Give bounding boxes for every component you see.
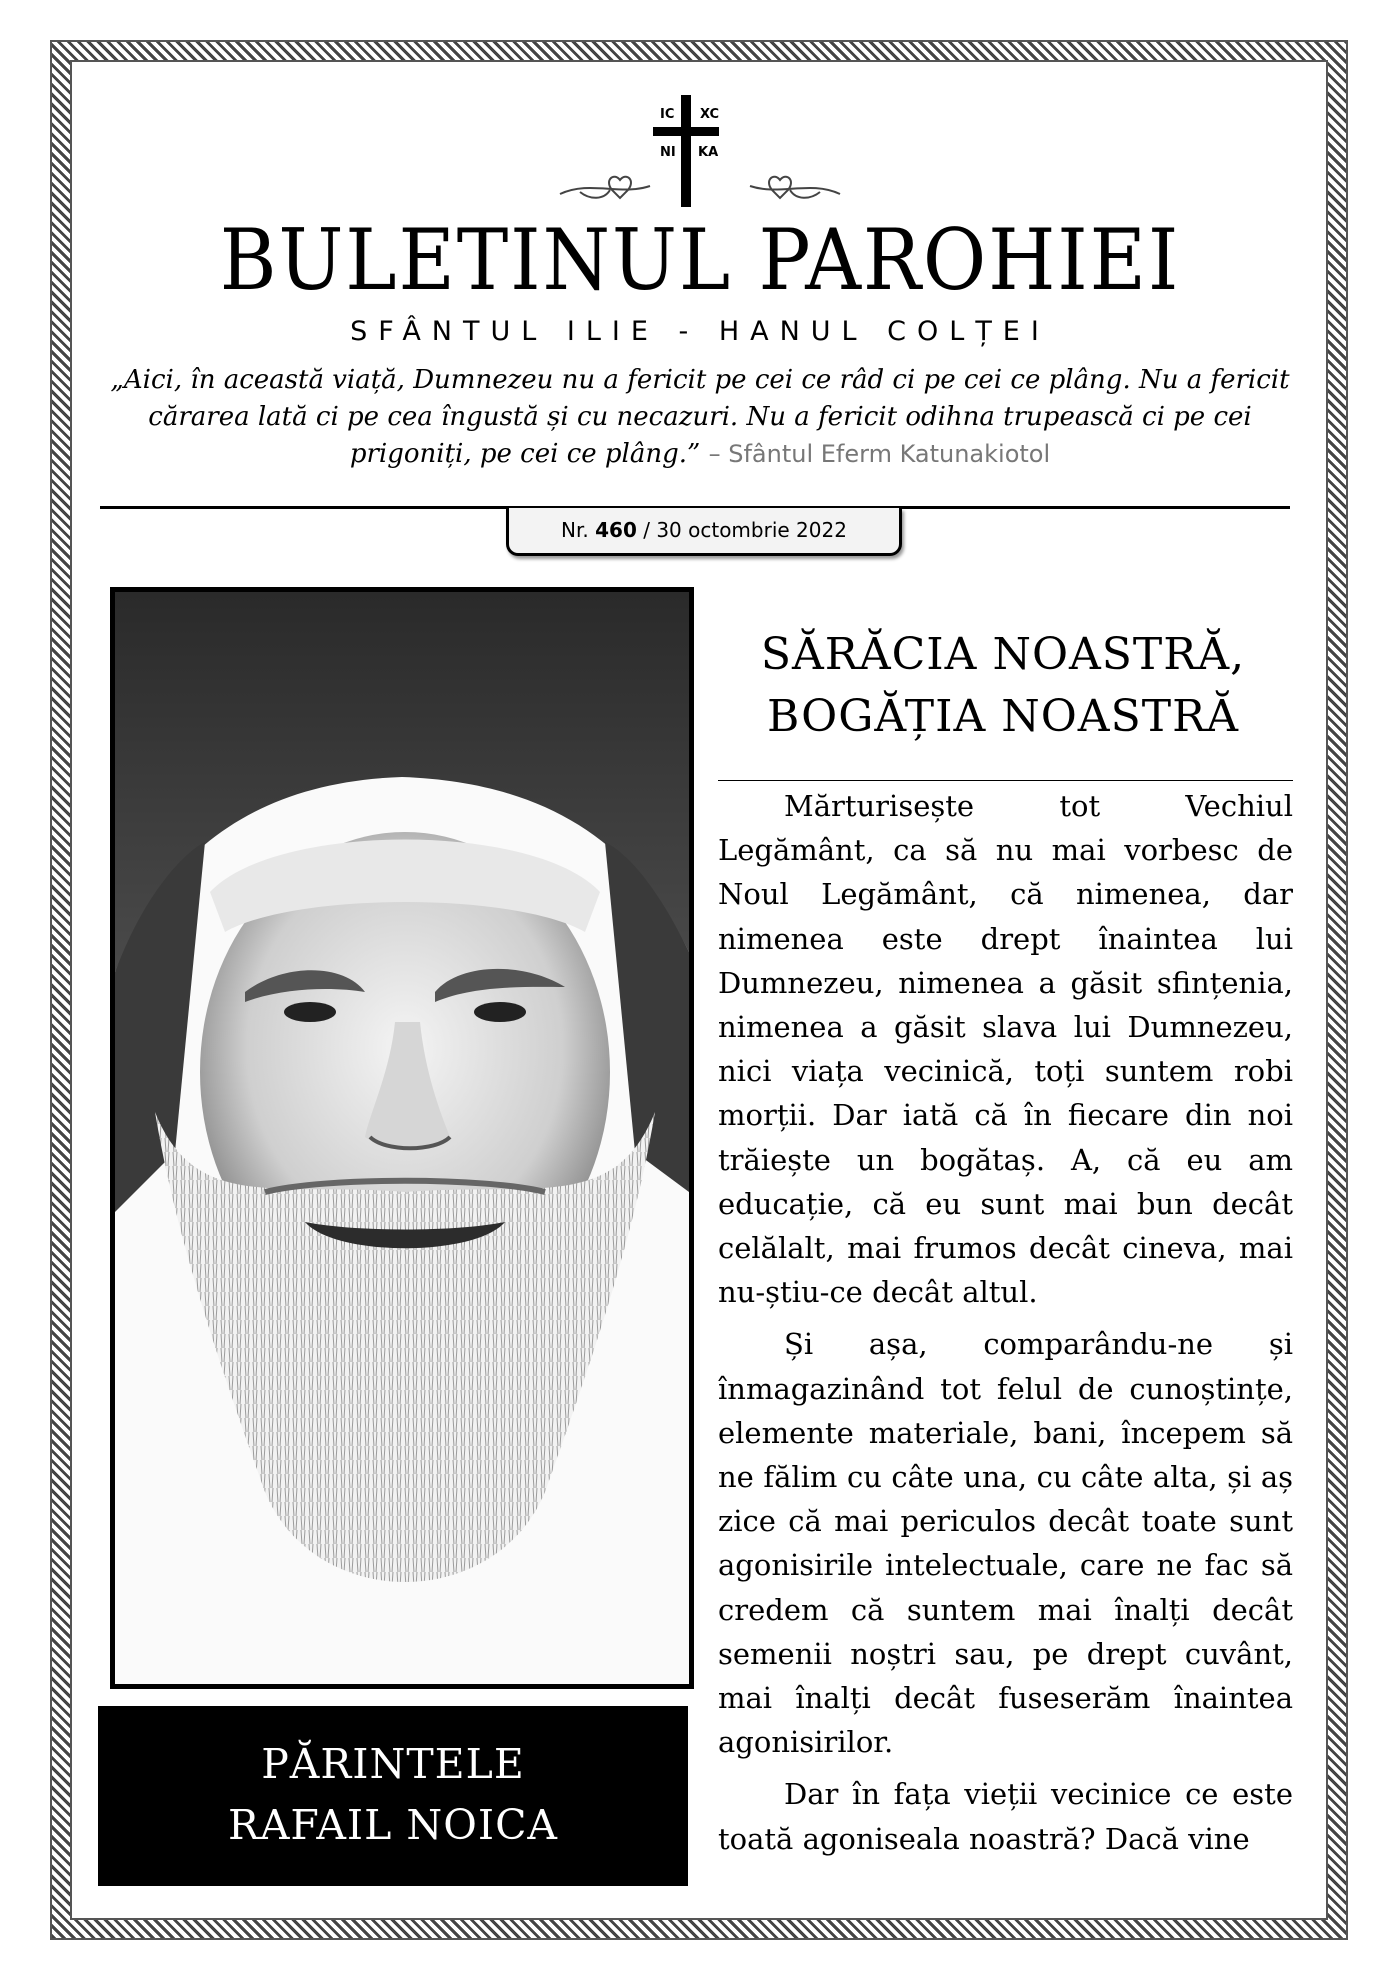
issue-date: / 30 octombrie 2022: [643, 518, 847, 542]
parish-name: SFÂNTUL ILIE - HANUL COLȚEI: [350, 316, 1050, 347]
cross-emblem: [0, 0, 1400, 210]
article-title-line-2: BOGĂȚIA NOASTRĂ: [767, 691, 1239, 742]
portrait-caption: [98, 1706, 688, 1886]
article-title: [710, 624, 1296, 748]
flourish-ornament: [560, 177, 840, 198]
emblem-xc: XC: [700, 107, 720, 122]
issue-prefix: Nr.: [561, 518, 589, 542]
caption-line-2: RAFAIL NOICA: [227, 1801, 559, 1849]
quote-text: „Aici, în această viață, Dumnezeu nu a fericit pe cei ce râd ci pe cei ce plâng. Nu a fericit cărarea lată ci pe cea îngustă și cu necazuri. Nu a fericit odihna trupească ci pe cei prigoniți, pe cei ce plâng.”: [110, 365, 1290, 469]
emblem-ic: IC: [660, 107, 675, 122]
issue-number: 460: [595, 518, 637, 542]
article-paragraph: Mărturisește tot Vechiul Legământ, ca să nu mai vorbesc de Noul Legământ, că nimenea, dar nimenea este drept înaintea lui Dumnezeu, nimenea a găsit sfințenia, nimenea a găsit slava lui Dumnezeu, nici viața vecinică, toți suntem robi morții. Dar iată că în fiecare din noi trăiește un bogătaș. A, că eu am educație, că eu sunt mai bun decât celălalt, mai frumos decât cineva, mai nu-știu-ce decât altul.: [718, 789, 1293, 1310]
portrait-photo: [110, 587, 694, 1689]
emblem-ni: NI: [660, 145, 676, 160]
article-body: [718, 784, 1293, 1869]
article-title-rule: [718, 780, 1293, 781]
article-paragraph: Dar în fața vieții vecinice ce este toată agoniseala noastră? Dacă vine: [718, 1777, 1293, 1856]
bulletin-title: BULETINUL PAROHIEI: [219, 211, 1181, 309]
quote-author: – Sfântul Eferm Katunakiotol: [708, 440, 1051, 468]
article-paragraph: Și așa, comparându-ne și înmagazinând tot felul de cunoștințe, elemente materiale, bani, începem să ne fălim cu câte una, cu câte alta, și aș zice că mai periculos decât toate sunt agonisirile intelectuale, care ne fac să credem că suntem mai înalți decât semenii noștri sau, pe drept cuvânt, mai înalți decât fuseserăm înaintea agonisirilor.: [718, 1327, 1293, 1760]
caption-line-1: PĂRINTELE: [261, 1740, 525, 1788]
issue-badge: [506, 508, 902, 556]
epigraph-quote: [100, 362, 1300, 473]
article-title-line-1: SĂRĂCIA NOASTRĂ,: [760, 629, 1246, 680]
emblem-ka: KA: [698, 145, 719, 160]
